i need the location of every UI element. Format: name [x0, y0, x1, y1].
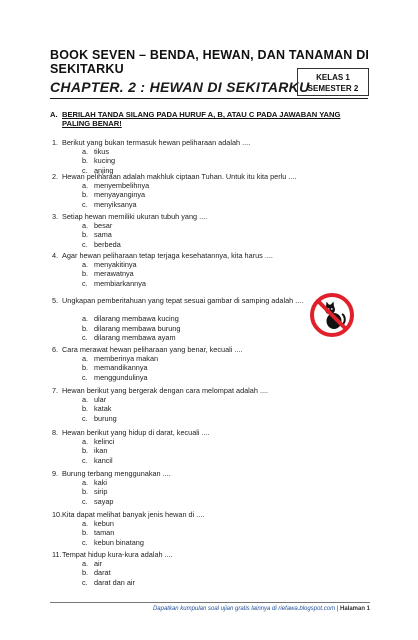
book-title: BOOK SEVEN – BENDA, HEWAN, DAN TANAMAN DI SEKITARKU — [50, 48, 370, 76]
chapter-title: CHAPTER. 2 : HEWAN DI SEKITARKU — [50, 79, 310, 95]
option-text: burung — [94, 413, 117, 423]
option-text: katak — [94, 404, 112, 414]
question-text: Kita dapat melihat banyak jenis hewan di .... — [62, 510, 205, 519]
option-letter: c. — [82, 199, 88, 209]
option-text: darat dan air — [94, 577, 135, 587]
question-number: 1. — [52, 138, 59, 147]
answer-option[interactable] — [82, 578, 282, 587]
option-letter: b. — [82, 363, 89, 373]
option-letter: a. — [82, 519, 89, 529]
option-letter: b. — [82, 156, 89, 166]
option-letter: b. — [82, 323, 89, 333]
no-cat-sign-icon — [309, 292, 355, 338]
option-text: kaki — [94, 478, 107, 488]
answer-option[interactable] — [82, 200, 282, 209]
option-text: air — [94, 559, 103, 569]
answer-option[interactable] — [82, 395, 282, 404]
question-number: 6. — [52, 345, 59, 354]
question-text: Cara merawat hewan peliharaan yang benar, kecuali .... — [62, 345, 243, 354]
answer-option[interactable] — [82, 260, 282, 269]
option-text: tikus — [94, 147, 110, 157]
option-text: dilarang membawa ayam — [94, 332, 176, 342]
answer-option[interactable] — [82, 156, 282, 165]
option-letter: c. — [82, 332, 88, 342]
option-text: sayap — [94, 496, 114, 506]
answer-option[interactable] — [82, 190, 282, 199]
question-text: Hewan berikut yang bergerak dengan cara melompat adalah .... — [62, 386, 269, 395]
option-letter: c. — [82, 278, 88, 288]
answer-option[interactable] — [82, 568, 282, 577]
answer-option[interactable] — [82, 497, 282, 506]
option-text: dilarang membawa burung — [94, 323, 181, 333]
option-text: ikan — [94, 446, 108, 456]
option-letter: a. — [82, 260, 89, 270]
answer-option[interactable] — [82, 333, 282, 342]
answer-option[interactable] — [82, 354, 282, 363]
option-text: memberinya makan — [94, 354, 159, 364]
option-text: menggundulinya — [94, 372, 148, 382]
question-text: Setiap hewan memiliki ukuran tubuh yang .... — [62, 212, 208, 221]
option-text: darat — [94, 568, 111, 578]
option-text: kebun binatang — [94, 537, 144, 547]
answer-option[interactable] — [82, 478, 282, 487]
option-text: menyiksanya — [94, 199, 137, 209]
option-text: membiarkannya — [94, 278, 146, 288]
question-number: 8. — [52, 428, 59, 437]
question-text: Berikut yang bukan termasuk hewan peliharaan adalah .... — [62, 138, 251, 147]
option-text: memandikannya — [94, 363, 148, 373]
option-letter: b. — [82, 446, 89, 456]
option-text: menyayanginya — [94, 190, 146, 200]
option-letter: a. — [82, 221, 89, 231]
answer-option[interactable] — [82, 240, 282, 249]
answer-option[interactable] — [82, 221, 282, 230]
question-number: 7. — [52, 386, 59, 395]
section-letter: A. — [50, 110, 58, 119]
option-letter: c. — [82, 165, 88, 175]
question-text: Ungkapan pemberitahuan yang tepat sesuai gambar di samping adalah .... — [62, 296, 304, 305]
option-letter: a. — [82, 395, 89, 405]
option-letter: b. — [82, 487, 89, 497]
option-letter: c. — [82, 455, 88, 465]
footer-link[interactable]: riefawa.blogspot.com — [278, 606, 336, 612]
answer-option[interactable] — [82, 269, 282, 278]
option-letter: c. — [82, 239, 88, 249]
answer-option[interactable] — [82, 519, 282, 528]
option-letter: a. — [82, 559, 89, 569]
option-letter: b. — [82, 404, 89, 414]
question-number: 10. — [52, 510, 63, 519]
class-semester-box — [297, 68, 369, 96]
question-text: Hewan berikut yang hidup di darat, kecuali .... — [62, 428, 210, 437]
footer — [110, 606, 370, 612]
answer-option[interactable] — [82, 559, 282, 568]
answer-option[interactable] — [82, 230, 282, 239]
answer-option[interactable] — [82, 487, 282, 496]
option-letter: b. — [82, 269, 89, 279]
answer-option[interactable] — [82, 538, 282, 547]
option-text: kebun — [94, 519, 114, 529]
option-text: menyembelihnya — [94, 181, 150, 191]
answer-option[interactable] — [82, 147, 282, 156]
instruction-text: BERILAH TANDA SILANG PADA HURUF A, B, ATAU C PADA JAWABAN YANG PALING BENAR! — [62, 110, 341, 128]
question-number: 2. — [52, 172, 59, 181]
option-text: sama — [94, 230, 112, 240]
answer-option[interactable] — [82, 414, 282, 423]
answer-option[interactable] — [82, 373, 282, 382]
option-text: kelinci — [94, 437, 115, 447]
option-letter: c. — [82, 372, 88, 382]
option-letter: c. — [82, 577, 88, 587]
option-text: kancil — [94, 455, 113, 465]
answer-option[interactable] — [82, 324, 282, 333]
option-letter: b. — [82, 528, 89, 538]
option-letter: b. — [82, 190, 89, 200]
option-text: ular — [94, 395, 107, 405]
question-number: 5. — [52, 296, 59, 305]
option-letter: b. — [82, 230, 89, 240]
option-letter: c. — [82, 496, 88, 506]
answer-option[interactable] — [82, 279, 282, 288]
answer-option[interactable] — [82, 404, 282, 413]
answer-option[interactable] — [82, 456, 282, 465]
answer-option[interactable] — [82, 528, 282, 537]
answer-option[interactable] — [82, 314, 282, 323]
option-text: anjing — [94, 165, 114, 175]
question-number: 9. — [52, 469, 59, 478]
option-letter: a. — [82, 478, 89, 488]
answer-option[interactable] — [82, 437, 282, 446]
question-number: 11. — [52, 550, 62, 559]
option-text: merawatnya — [94, 269, 134, 279]
chapter-underline — [50, 98, 368, 99]
answer-option[interactable] — [82, 446, 282, 455]
footer-separator: | — [335, 606, 340, 612]
footer-divider — [50, 602, 370, 603]
question-number: 3. — [52, 212, 59, 221]
class-label: KELAS 1 — [316, 73, 350, 82]
option-text: sirip — [94, 487, 108, 497]
question-text: Hewan peliharaan adalah makhluk ciptaan Tuhan. Untuk itu kita perlu .... — [62, 172, 297, 181]
option-text: kucing — [94, 156, 116, 166]
question-number: 4. — [52, 251, 59, 260]
option-text: berbeda — [94, 239, 121, 249]
option-text: menyakitinya — [94, 260, 137, 270]
question-text: Agar hewan peliharaan tetap terjaga kesehatannya, kita harus .... — [62, 251, 273, 260]
option-letter: a. — [82, 147, 89, 157]
page-number: Halaman 1 — [339, 606, 370, 612]
answer-option[interactable] — [82, 181, 282, 190]
option-letter: c. — [82, 537, 88, 547]
option-text: besar — [94, 221, 113, 231]
question-text: Tempat hidup kura-kura adalah .... — [62, 550, 173, 559]
option-letter: a. — [82, 437, 89, 447]
answer-option[interactable] — [82, 363, 282, 372]
semester-label: SEMESTER 2 — [307, 84, 359, 93]
option-letter: a. — [82, 354, 89, 364]
option-text: taman — [94, 528, 115, 538]
option-letter: c. — [82, 413, 88, 423]
footer-text: Dapatkan kumpulan soal ujian gratis lainnya di — [152, 606, 279, 612]
option-letter: b. — [82, 568, 89, 578]
option-letter: a. — [82, 181, 89, 191]
question-text: Burung terbang menggunakan .... — [62, 469, 171, 478]
option-text: dilarang membawa kucing — [94, 314, 179, 324]
option-letter: a. — [82, 314, 89, 324]
